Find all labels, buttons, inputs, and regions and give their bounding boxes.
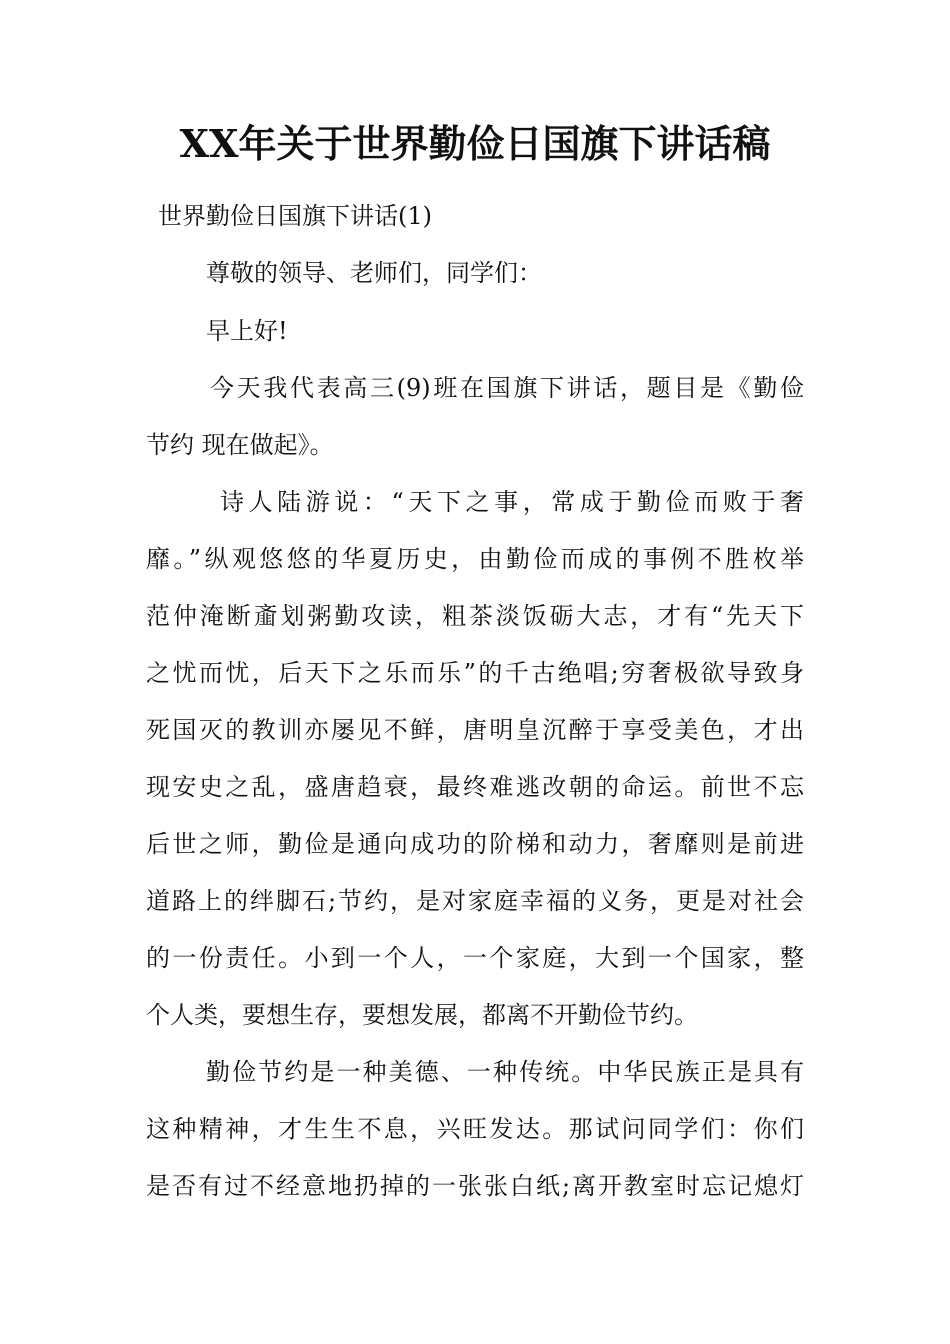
- paragraph-line: 范仲淹断齑划粥勤攻读，粗茶淡饭砺大志，才有“先天下: [146, 602, 804, 630]
- greeting-line: 尊敬的领导、老师们，同学们：: [206, 259, 542, 287]
- paragraph-line: 今天我代表高三(9)班在国旗下讲话，题目是《勤俭: [210, 374, 804, 402]
- paragraph-line: 的一份责任。小到一个人，一个家庭，大到一个国家，整: [146, 944, 804, 972]
- paragraph-line: 靡。”纵观悠悠的华夏历史，由勤俭而成的事例不胜枚举: [146, 545, 804, 573]
- document-title: XX年关于世界勤俭日国旗下讲话稿: [179, 121, 771, 166]
- paragraph-line: 勤俭节约是一种美德、一种传统。中华民族正是具有: [206, 1058, 804, 1086]
- paragraph-line: 后世之师，勤俭是通向成功的阶梯和动力，奢靡则是前进: [146, 830, 804, 858]
- paragraph-line: 节约 现在做起》。: [146, 431, 334, 459]
- paragraph-line: 道路上的绊脚石;节约，是对家庭幸福的义务，更是对社会: [146, 887, 804, 915]
- paragraph-line: 死国灭的教训亦屡见不鲜，唐明皇沉醉于享受美色，才出: [146, 716, 804, 744]
- paragraph-line: 这种精神，才生生不息，兴旺发达。那试问同学们：你们: [146, 1115, 804, 1143]
- paragraph-line: 之忧而忧，后天下之乐而乐”的千古绝唱;穷奢极欲导致身: [146, 659, 804, 687]
- paragraph-line: 诗人陆游说：“天下之事，常成于勤俭而败于奢: [220, 488, 804, 516]
- hello-line: 早上好!: [206, 317, 288, 345]
- paragraph-line: 个人类，要想生存，要想发展，都离不开勤俭节约。: [146, 1001, 698, 1029]
- speech-subtitle: 世界勤俭日国旗下讲话(1): [158, 202, 432, 230]
- paragraph-line: 是否有过不经意地扔掉的一张张白纸;离开教室时忘记熄灯: [146, 1172, 804, 1200]
- paragraph-line: 现安史之乱，盛唐趋衰，最终难逃改朝的命运。前世不忘: [146, 773, 804, 801]
